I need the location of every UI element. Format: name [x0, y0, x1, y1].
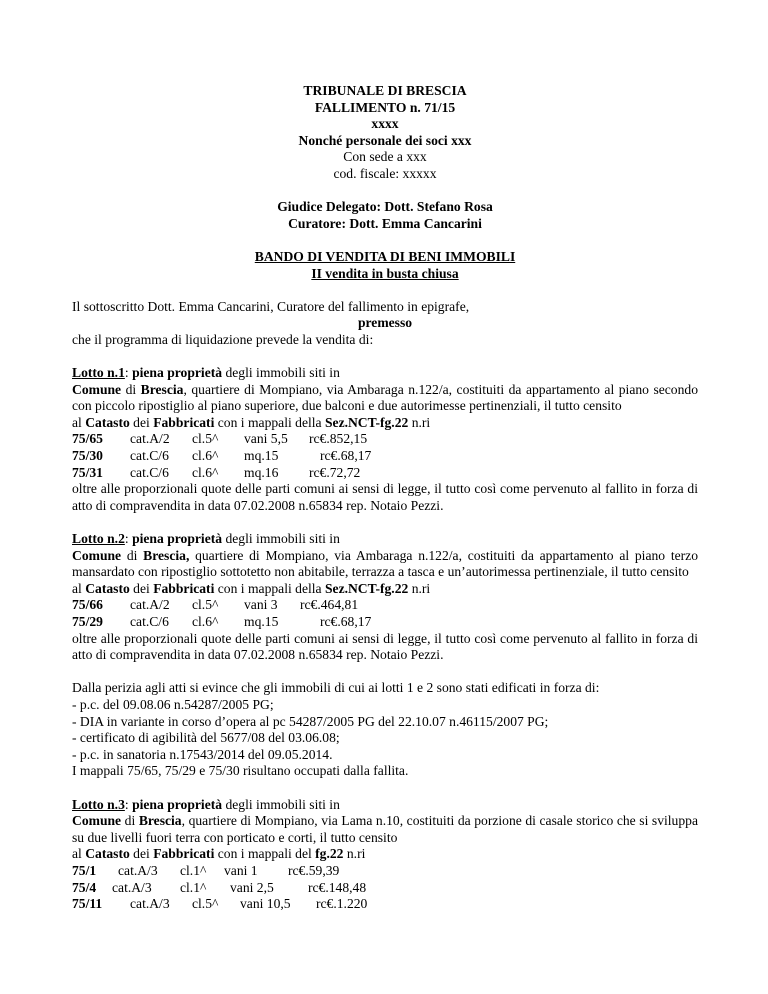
- perizia-lead: Dalla perizia agli atti si evince che gli immobili di cui ai lotti 1 e 2 sono stati edificati in forza di:: [72, 680, 600, 696]
- lotto-2-section: Lotto n.2: piena proprietà degli immobili siti in Comune di Brescia, quartiere di Mompiano, via Ambaraga n.122/a, costituiti da appartamento al piano terzo mansardato con ripostiglio sottotetto non abitabile, terrazza a tasca e un’autorimessa pertinenziale, il tutto censito al Catasto dei Fabbricati con i mappali della Sez.NCT-fg.22 n.ri 75/66 cat.A/2 cl.5^ vani 3 rc€.464,81 75/29 cat.C/6 cl.6^ mq.15 rc€.68,17 oltre alle proporzionali quote delle parti comuni ai sensi di legge, il tutto così come pervenuto al fallito in forza di atto di compravendita in data 07.02.2008 n.65834 rep. Notaio Pezzi.: [72, 531, 698, 663]
- parcel-class: cl.1^: [180, 862, 207, 878]
- lotto-1-section: Lotto n.1: piena proprietà degli immobili siti in Comune di Brescia, quartiere di Mompiano, via Ambaraga n.122/a, costituiti da appartamento al piano secondo con piccolo ripostiglio al piano superiore, due balconi e due autorimesse pertinenziali, il tutto censito al Catasto dei Fabbricati con i mappali della Sez.NCT-fg.22 n.ri 75/65 cat.A/2 cl.5^ vani 5,5 rc€.852,15 75/30 cat.C/6 cl.6^ mq.15 rc€.68,17 75/31 cat.C/6 cl.6^ mq.16 rc€.72,72 oltre alle proporzionali quote delle parti comuni ai sensi di legge, il tutto così come pervenuto al fallito in forza di atto di compravendita in data 07.02.2008 n.65834 rep. Notaio Pezzi.: [72, 365, 698, 513]
- nri-text: n.ri: [408, 414, 431, 430]
- parcel-id: 75/30: [72, 448, 103, 464]
- parcel-size: vani 5,5: [244, 431, 288, 447]
- sezione-label: Sez.NCT-fg.22: [324, 580, 409, 596]
- fabbricati-label: Fabbricati: [153, 580, 215, 596]
- company-name: xxxx: [371, 116, 399, 132]
- parcel-category: cat.A/2: [130, 597, 170, 613]
- permit-item: - p.c. del 09.08.06 n.54287/2005 PG;: [72, 696, 274, 712]
- permit-item: - p.c. in sanatoria n.17543/2014 del 09.05.2014.: [72, 746, 333, 762]
- dei-text: dei: [129, 846, 154, 862]
- parcel-rent: rc€.68,17: [320, 448, 372, 464]
- parcel-size: vani 1: [224, 862, 258, 878]
- parcel-id: 75/66: [72, 597, 103, 613]
- lotto-closing: oltre alle proporzionali quote delle parti comuni ai sensi di legge, il tutto così come pervenuto al fallito in forza di atto di compravendita in data 07.02.2008 n.65834 rep. Notaio Pezzi.: [72, 481, 698, 513]
- intro-line-2: che il programma di liquidazione prevede la vendita di:: [72, 331, 374, 347]
- mappali-text: con i mappali del: [214, 846, 316, 862]
- case-number: FALLIMENTO n. 71/15: [314, 99, 456, 115]
- lotto-label: Lotto n.3: [72, 796, 125, 812]
- lotto-description: quartiere di Mompiano, via Ambaraga n.122/a, costituiti da appartamento al piano terzo mansardato con ripostiglio sottotetto non abitabile, terrazza a tasca e un’autorimessa pertinenziale, il tutto censito: [72, 547, 698, 580]
- parcel-class: cl.5^: [192, 431, 219, 447]
- parcel-rent: rc€.68,17: [320, 614, 372, 629]
- cadastral-row: [72, 863, 698, 880]
- court-name: TRIBUNALE DI BRESCIA: [303, 83, 467, 98]
- perizia-section: [72, 680, 698, 780]
- parcel-category: cat.A/3: [112, 879, 152, 895]
- parcel-class: cl.6^: [192, 614, 219, 629]
- catasto-label: Catasto: [85, 580, 130, 596]
- di-text: di: [121, 813, 139, 829]
- lotto-3-section: Lotto n.3: piena proprietà degli immobili siti in Comune di Brescia, quartiere di Mompiano, via Lama n.10, costituiti da porzione di casale storico che si sviluppa su due livelli fuori terra con porticato e corti, il tutto censito al Catasto dei Fabbricati con i mappali del fg.22 n.ri 75/1 cat.A/3 cl.1^ vani 1 rc€.59,39 75/4 cat.A/3 cl.1^ vani 2,5 rc€.148,48 75/11 cat.A/3 cl.5^ vani 10,5 rc€.1.220: [72, 796, 698, 912]
- fabbricati-label: Fabbricati: [153, 846, 215, 862]
- lotto-lead: degli immobili siti in: [222, 796, 340, 812]
- parcel-id: 75/65: [72, 431, 103, 447]
- city-name: Brescia: [140, 381, 184, 397]
- parcel-size: mq.16: [244, 464, 279, 480]
- lotto-description: , quartiere di Mompiano, via Ambaraga n.122/a, costituiti da appartamento al piano secondo con piccolo ripostiglio al piano superiore, due balconi e due autorimesse pertinenziali, il tutto censito: [72, 381, 698, 414]
- occupancy-note: I mappali 75/65, 75/29 e 75/30 risultano occupati dalla fallita.: [72, 763, 409, 779]
- document-title: BANDO DI VENDITA DI BENI IMMOBILI: [254, 248, 516, 264]
- catasto-label: Catasto: [85, 846, 130, 862]
- mappali-text: con i mappali della: [214, 414, 325, 430]
- city-name: Brescia,: [143, 547, 190, 563]
- parcel-rent: rc€.1.220: [316, 896, 368, 912]
- city-name: Brescia: [138, 813, 182, 829]
- lotto-closing: oltre alle proporzionali quote delle parti comuni ai sensi di legge, il tutto così come pervenuto al fallito in forza di atto di compravendita in data 07.02.2008 n.65834 rep. Notaio Pezzi.: [72, 630, 698, 663]
- document-subtitle: II vendita in busta chiusa: [311, 265, 459, 281]
- lotto-lead: degli immobili siti in: [222, 365, 340, 381]
- fiscal-code: cod. fiscale: xxxxx: [333, 165, 437, 181]
- parcel-category: cat.A/2: [130, 431, 170, 447]
- parcel-rent: rc€.464,81: [300, 597, 359, 613]
- judge-line: Giudice Delegato: Dott. Stefano Rosa: [277, 199, 493, 215]
- parcel-id: 75/31: [72, 464, 103, 480]
- nri-text: n.ri: [343, 846, 366, 862]
- cadastral-row: [72, 614, 698, 631]
- parcel-category: cat.A/3: [118, 862, 158, 878]
- dei-text: dei: [129, 580, 154, 596]
- parcel-category: cat.A/3: [130, 896, 170, 912]
- permit-item: - certificato di agibilità del 5677/08 del 03.06.08;: [72, 730, 340, 746]
- parcel-category: cat.C/6: [130, 464, 169, 480]
- parcel-rent: rc€.59,39: [288, 862, 340, 878]
- nri-text: n.ri: [408, 580, 431, 596]
- parcel-size: vani 3: [244, 597, 278, 613]
- lotto-kind: piena proprietà: [132, 365, 223, 381]
- parcel-class: cl.5^: [192, 896, 219, 912]
- parcel-class: cl.6^: [192, 448, 219, 464]
- fabbricati-label: Fabbricati: [153, 414, 215, 430]
- parcel-rent: rc€.148,48: [308, 879, 367, 895]
- di-text: di: [121, 381, 141, 397]
- mappali-text: con i mappali della: [214, 580, 325, 596]
- parcel-id: 75/29: [72, 614, 103, 629]
- intro-line: Il sottoscritto Dott. Emma Cancarini, Curatore del fallimento in epigrafe,: [72, 298, 470, 314]
- dei-text: dei: [129, 414, 154, 430]
- cadastral-row: [72, 896, 698, 913]
- di-text: di: [121, 547, 144, 563]
- parcel-id: 75/4: [72, 879, 97, 895]
- parcel-class: cl.6^: [192, 464, 219, 480]
- parcel-rent: rc€.72,72: [309, 464, 361, 480]
- parcel-class: cl.1^: [180, 879, 207, 895]
- comune-label: Comune: [72, 381, 122, 397]
- catasto-label: Catasto: [85, 414, 130, 430]
- lotto-kind: piena proprietà: [132, 531, 223, 547]
- partners-line: Nonché personale dei soci xxx: [298, 132, 472, 148]
- cadastral-row: [72, 880, 698, 897]
- permit-item: - DIA in variante in corso d’opera al pc 54287/2005 PG del 22.10.07 n.46115/2007 PG;: [72, 713, 549, 729]
- lotto-label: Lotto n.1: [72, 365, 125, 381]
- parcel-size: vani 2,5: [230, 879, 274, 895]
- curator-line: Curatore: Dott. Emma Cancarini: [288, 215, 482, 231]
- lotto-kind: piena proprietà: [132, 796, 223, 812]
- parcel-size: vani 10,5: [240, 896, 291, 912]
- lotto-lead: degli immobili siti in: [222, 531, 340, 547]
- parcel-id: 75/1: [72, 862, 97, 878]
- cadastral-row: [72, 448, 698, 465]
- seat-line: Con sede a xxx: [343, 149, 427, 165]
- parcel-category: cat.C/6: [130, 448, 169, 464]
- parcel-size: mq.15: [244, 614, 279, 629]
- cadastral-row: [72, 431, 698, 448]
- lotto-label: Lotto n.2: [72, 531, 125, 547]
- parcel-class: cl.5^: [192, 597, 219, 613]
- parcel-category: cat.C/6: [130, 614, 169, 629]
- al-text: al: [72, 414, 86, 430]
- parcel-size: mq.15: [244, 448, 279, 464]
- parcel-id: 75/11: [72, 896, 103, 912]
- al-text: al: [72, 846, 86, 862]
- document-page: [72, 0, 698, 913]
- cadastral-row: [72, 465, 698, 482]
- sezione-label: Sez.NCT-fg.22: [324, 414, 409, 430]
- comune-label: Comune: [72, 813, 122, 829]
- lotto-description: , quartiere di Mompiano, via Lama n.10, costituiti da porzione di casale storico che si sviluppa su due livelli fuori terra con porticato e corti, il tutto censito: [72, 813, 698, 845]
- premesso-heading: premesso: [357, 315, 413, 331]
- foglio-label: fg.22: [315, 846, 344, 862]
- comune-label: Comune: [72, 547, 122, 563]
- parcel-rent: rc€.852,15: [309, 431, 368, 447]
- al-text: al: [72, 580, 86, 596]
- cadastral-row: [72, 597, 698, 614]
